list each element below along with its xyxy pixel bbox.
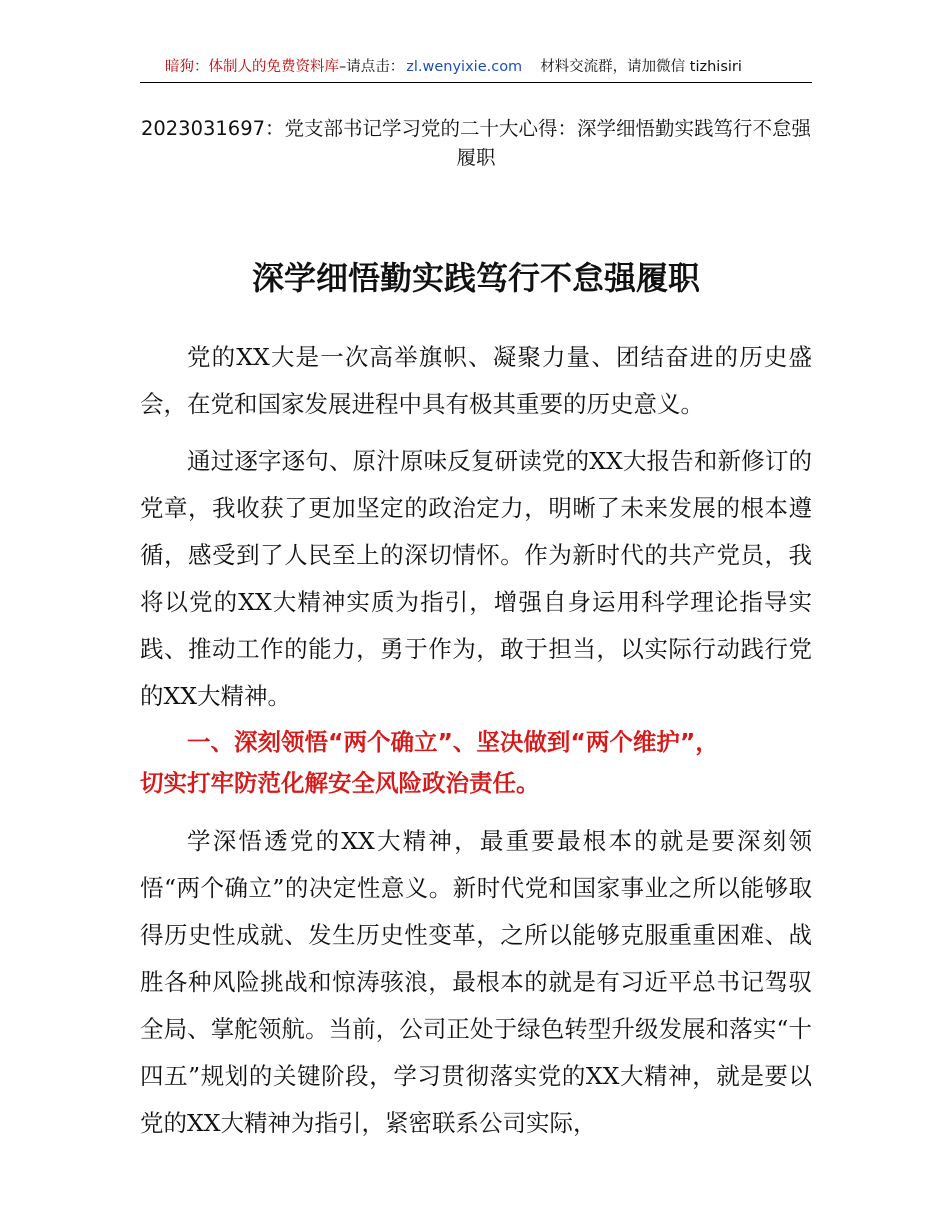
section-heading-line-1: 一、深刻领悟“两个确立”、坚决做到“两个维护”，: [187, 728, 719, 756]
page-title: 深学细悟勤实践笃行不怠强履职: [251, 259, 700, 297]
paragraph-3: [140, 818, 812, 1147]
group-note: 材料交流群，请加微信 tizhisiri: [540, 59, 742, 75]
paragraph-2: [140, 438, 812, 720]
page-header: [140, 56, 812, 83]
paragraph-1: [140, 334, 812, 428]
paragraph-text: 通过逐字逐句、原汁原味反复研读党的XX大报告和新修订的党章，我收获了更加坚定的政治定力，明晰了未来发展的根本遵循，感受到了人民至上的深切情怀。作为新时代的共产党员，我将以党的XX大精神实质为指引，增强自身运用科学理论指导实践、推动工作的能力，勇于作为，敢于担当，以实际行动践行党的XX大精神。: [140, 447, 812, 710]
section-heading: [140, 722, 812, 804]
site-name: 暗狗：体制人的免费资料库: [165, 59, 339, 75]
site-link[interactable]: zl.wenyixie.com: [406, 59, 523, 75]
paragraph-text: 党的XX大是一次高举旗帜、凝聚力量、团结奋进的历史盛会，在党和国家发展进程中具有极其重要的历史意义。: [140, 343, 812, 418]
section-heading-line-2: 切实打牢防范化解安全风险政治责任。: [140, 769, 540, 797]
click-prompt: –请点击：: [339, 59, 405, 75]
paragraph-text: 学深悟透党的XX大精神，最重要最根本的就是要深刻领悟“两个确立”的决定性意义。新时代党和国家事业之所以能够取得历史性成就、发生历史性变革，之所以能够克服重重困难、战胜各种风险挑战和惊涛骇浪，最根本的就是有习近平总书记驾驭全局、掌舵领航。当前，公司正处于绿色转型升级发展和落实“十四五”规划的关键阶段，学习贯彻落实党的XX大精神，就是要以党的XX大精神为指引，紧密联系公司实际，: [140, 827, 812, 1137]
document-id-title: 2023031697：党支部书记学习党的二十大心得：深学细悟勤实践笃行不怠强履职: [140, 117, 812, 169]
